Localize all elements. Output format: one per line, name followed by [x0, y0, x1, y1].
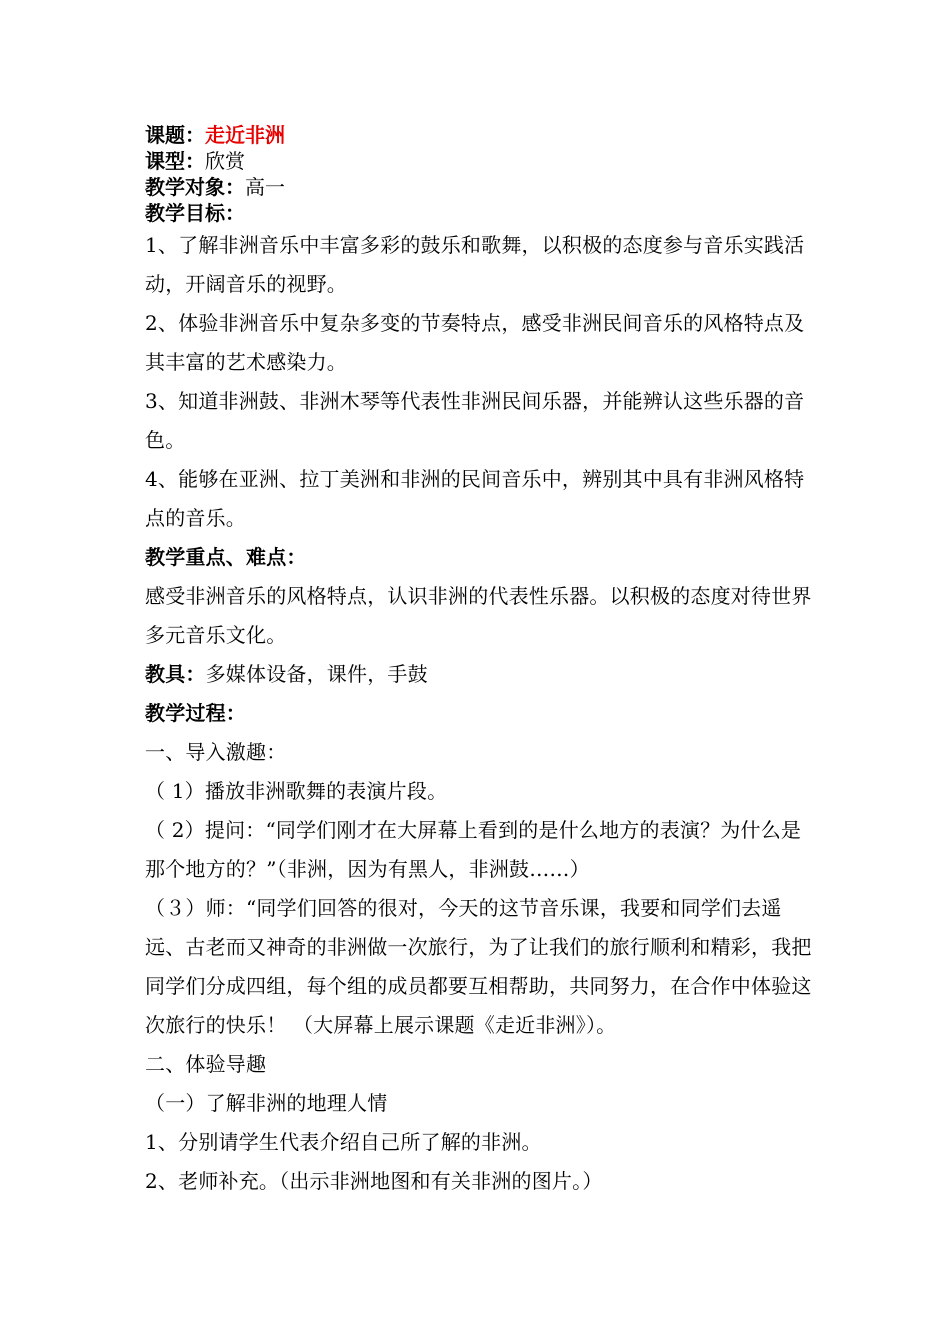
process-line: （ 1）播放非洲歌舞的表演片段。 [145, 779, 448, 803]
goals-label: 教学目标： [145, 201, 245, 225]
lesson-plan [145, 122, 815, 1201]
process-line: （一）了解非洲的地理人情 [145, 1091, 388, 1115]
goal-item: 4、能够在亚洲、拉丁美洲和非洲的民间音乐中，辨别其中具有非洲风格特点的音乐。 [145, 467, 805, 530]
process-line: 一、导入激趣： [145, 740, 287, 764]
topic-label: 课题： [145, 123, 205, 147]
audience-line [145, 174, 815, 200]
goals-heading [145, 200, 815, 226]
key-points-heading: 教学重点、难点： [145, 545, 307, 569]
audience-label: 教学对象： [145, 175, 245, 199]
type-line [145, 148, 815, 174]
key-points-text: 感受非洲音乐的风格特点，认识非洲的代表性乐器。以积极的态度对待世界多元音乐文化。 [145, 584, 812, 647]
tools-line [145, 655, 815, 694]
topic-value: 走近非洲 [205, 123, 285, 147]
type-label: 课型： [145, 149, 205, 173]
topic-line [145, 122, 815, 148]
goal-item: 3、知道非洲鼓、非洲木琴等代表性非洲民间乐器，并能辨认这些乐器的音色。 [145, 389, 805, 452]
goal-item: 2、体验非洲音乐中复杂多变的节奏特点，感受非洲民间音乐的风格特点及其丰富的艺术感染力。 [145, 311, 805, 374]
tools-label: 教具： [145, 662, 206, 686]
process-line: （３）师：“同学们回答的很对，今天的这节音乐课，我要和同学们去遥远、古老而又神奇的非洲做一次旅行，为了让我们的旅行顺利和精彩，我把同学们分成四组，每个组的成员都要互相帮助，共同努力，在合作中体验这次旅行的快乐！ （大屏幕上展示课题《走近非洲》）。 [145, 896, 812, 1037]
process-heading: 教学过程： [145, 701, 246, 725]
process-line: 2、老师补充。（出示非洲地图和有关非洲的图片。） [145, 1169, 603, 1193]
audience-value: 高一 [245, 175, 285, 199]
process-line: 1、分别请学生代表介绍自己所了解的非洲。 [145, 1130, 542, 1154]
process-line: 二、体验导趣 [145, 1052, 267, 1076]
process-line: （ 2）提问：“同学们刚才在大屏幕上看到的是什么地方的表演？为什么是那个地方的？”（非洲，因为有黑人，非洲鼓……） [145, 818, 802, 881]
type-value: 欣赏 [205, 149, 245, 173]
tools-text: 多媒体设备，课件，手鼓 [205, 662, 428, 686]
goal-item: 1、了解非洲音乐中丰富多彩的鼓乐和歌舞，以积极的态度参与音乐实践活动，开阔音乐的视野。 [145, 233, 805, 296]
